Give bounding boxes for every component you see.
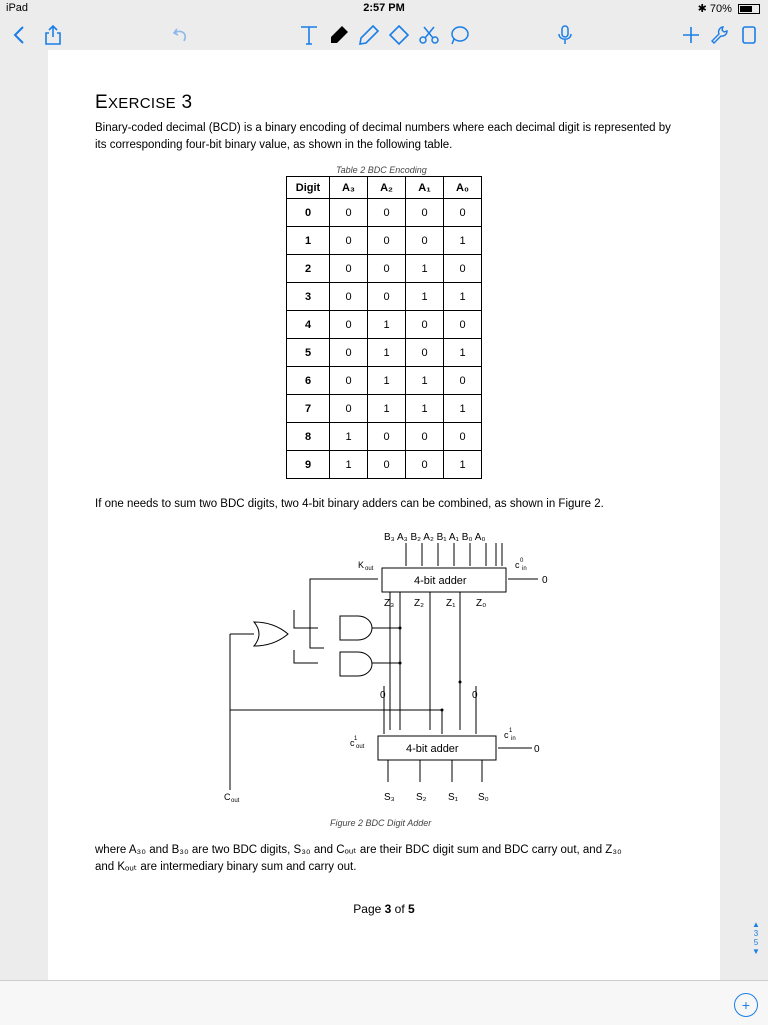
battery-status (698, 2, 760, 15)
figure-caption: Figure 2 BDC Digit Adder (330, 818, 432, 828)
battery-icon (738, 4, 760, 14)
adder-inputs-label: B₃ A₃ B₂ A₂ B₁ A₁ B₀ A₀ (384, 532, 486, 543)
table-header-cell: A₃ (330, 177, 368, 199)
bit-cell: 1 (444, 227, 482, 255)
bit-cell: 0 (406, 423, 444, 451)
bit-cell: 0 (444, 255, 482, 283)
s3-label: S₃ (384, 792, 395, 803)
cout-sub: out (231, 798, 240, 804)
cin0-sub: in (522, 566, 527, 572)
digit-cell: 3 (287, 283, 330, 311)
kout-sub: out (365, 566, 374, 572)
bit-cell: 0 (330, 395, 368, 423)
bit-cell: 1 (444, 451, 482, 479)
bit-cell: 1 (330, 451, 368, 479)
bit-cell: 1 (368, 367, 406, 395)
s0-label: S₀ (478, 792, 489, 803)
bit-cell: 0 (330, 227, 368, 255)
const-0-left: 0 (380, 690, 386, 701)
bit-cell: 0 (330, 283, 368, 311)
pager-total: 5 (753, 938, 759, 947)
digit-cell: 0 (287, 199, 330, 227)
bit-cell: 0 (368, 227, 406, 255)
bluetooth-icon: ✱ (697, 3, 707, 15)
digit-cell: 1 (287, 227, 330, 255)
bit-cell: 0 (406, 199, 444, 227)
pager-current: 3 (753, 929, 759, 938)
microphone-icon[interactable] (552, 22, 578, 48)
toolbar (0, 18, 768, 52)
c1out-sup: 1 (354, 736, 358, 742)
z2-label: Z₂ (414, 598, 424, 609)
bit-cell: 0 (368, 199, 406, 227)
marker-icon[interactable] (326, 22, 352, 48)
s1-label: S₁ (448, 792, 459, 803)
page-total: 5 (408, 902, 415, 916)
pen-icon[interactable] (356, 22, 382, 48)
bit-cell: 0 (368, 451, 406, 479)
bit-cell: 1 (444, 339, 482, 367)
bit-cell: 0 (406, 227, 444, 255)
eraser-icon[interactable] (386, 22, 412, 48)
intro-paragraph: Binary-coded decimal (BCD) is a binary encoding of decimal numbers where each decimal digit is represented by its corresponding four-bit binary value, as shown in the following table. (95, 122, 671, 151)
zoom-icon[interactable]: + (734, 993, 758, 1017)
undo-icon[interactable] (168, 22, 194, 48)
lasso-icon[interactable] (446, 22, 472, 48)
battery-percent: 70% (709, 3, 732, 15)
page-view-icon[interactable] (736, 22, 762, 48)
bit-cell: 0 (444, 367, 482, 395)
bit-cell: 0 (330, 367, 368, 395)
bit-cell: 0 (368, 283, 406, 311)
bit-cell: 1 (444, 283, 482, 311)
bit-cell: 0 (444, 311, 482, 339)
bit-cell: 0 (330, 255, 368, 283)
bit-cell: 1 (406, 255, 444, 283)
bit-cell: 0 (444, 423, 482, 451)
const-0-right: 0 (472, 690, 478, 701)
page-label-mid: of (391, 902, 409, 916)
cin1-label: c (504, 730, 509, 740)
table-caption: Table 2 BDC Encoding (336, 165, 427, 175)
cin1-sup: 1 (509, 728, 513, 734)
kout-label: K (358, 560, 365, 570)
bcd-adder-diagram (48, 50, 720, 830)
sum-paragraph: If one needs to sum two BDC digits, two 4-bit binary adders can be combined, as shown in Figure 2. (95, 498, 604, 510)
adder-2-label: 4-bit adder (406, 743, 459, 755)
c1out-label: c (350, 738, 355, 748)
cin1-sub: in (511, 736, 516, 742)
title-initial: E (95, 92, 108, 113)
c1out-sub: out (356, 744, 365, 750)
title-number: 3 (181, 92, 193, 113)
table-header-cell: Digit (287, 177, 330, 199)
back-chevron-icon[interactable] (6, 22, 32, 48)
bit-cell: 0 (406, 311, 444, 339)
cin0-value: 0 (542, 575, 548, 586)
bit-cell: 0 (444, 199, 482, 227)
page-current: 3 (384, 902, 392, 916)
add-icon[interactable] (678, 22, 704, 48)
bottom-bar (0, 980, 768, 1025)
bit-cell: 0 (368, 423, 406, 451)
cin1-value: 0 (534, 744, 540, 755)
wrench-icon[interactable] (706, 22, 732, 48)
z1-label: Z₁ (446, 598, 456, 609)
s2-label: S₂ (416, 792, 427, 803)
bit-cell: 1 (406, 395, 444, 423)
bit-cell: 1 (368, 395, 406, 423)
table-header-cell: A₀ (444, 177, 482, 199)
share-icon[interactable] (40, 22, 66, 48)
where-line-1: where A₃₀ and B₃₀ are two BDC digits, S₃₀ and Cₒᵤₜ are their BDC digit sum and BDC carry out, and Z₃₀ (95, 844, 622, 856)
title-rest: XERCISE (107, 95, 176, 112)
z0-label: Z₀ (476, 598, 487, 609)
digit-cell: 7 (287, 395, 330, 423)
down-arrow-icon[interactable]: ▼ (752, 947, 760, 956)
digit-cell: 5 (287, 339, 330, 367)
document-page[interactable] (48, 50, 720, 980)
digit-cell: 9 (287, 451, 330, 479)
digit-cell: 8 (287, 423, 330, 451)
page-label-pre: Page (353, 902, 385, 916)
table-header-cell: A₁ (406, 177, 444, 199)
device-name: iPad (6, 2, 29, 14)
digit-cell: 6 (287, 367, 330, 395)
bit-cell: 1 (368, 311, 406, 339)
cin0-label: c (515, 560, 520, 570)
where-line-2: and Kₒᵤₜ are intermediary binary sum and carry out. (95, 861, 357, 873)
bit-cell: 0 (406, 451, 444, 479)
bit-cell: 1 (368, 339, 406, 367)
bit-cell: 0 (330, 339, 368, 367)
and-gate-1 (340, 616, 372, 640)
up-arrow-icon[interactable]: ▲ (752, 920, 760, 929)
bit-cell: 1 (406, 367, 444, 395)
or-gate (254, 622, 288, 646)
bit-cell: 0 (368, 255, 406, 283)
bit-cell: 0 (330, 199, 368, 227)
text-tool-icon[interactable] (296, 22, 322, 48)
where-paragraph (95, 842, 685, 876)
bit-cell: 0 (406, 339, 444, 367)
status-time: 2:57 PM (363, 2, 405, 14)
table-header-cell: A₂ (368, 177, 406, 199)
bit-cell: 1 (330, 423, 368, 451)
adder-1-label: 4-bit adder (414, 575, 467, 587)
status-bar (0, 0, 768, 18)
z3-label: Z₃ (384, 598, 395, 609)
bit-cell: 1 (406, 283, 444, 311)
cin0-sup: 0 (520, 558, 524, 564)
cout-label: C (224, 792, 231, 802)
bit-cell: 0 (330, 311, 368, 339)
scissors-icon[interactable] (416, 22, 442, 48)
page-number (48, 902, 720, 916)
bit-cell: 1 (444, 395, 482, 423)
digit-cell: 4 (287, 311, 330, 339)
page-scrubber[interactable] (749, 920, 763, 956)
and-gate-2 (340, 652, 372, 676)
digit-cell: 2 (287, 255, 330, 283)
